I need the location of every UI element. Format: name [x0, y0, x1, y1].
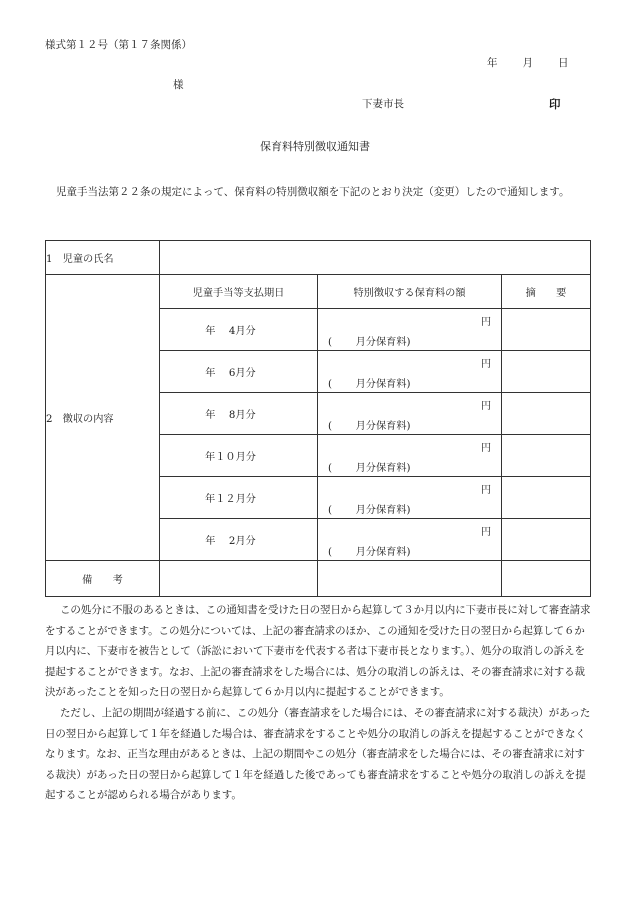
remarks-cell[interactable] — [502, 351, 591, 393]
date-day-label: 日 — [558, 57, 569, 69]
fee-month: ( 月分保育料) — [328, 463, 411, 474]
amount-cell[interactable] — [318, 435, 502, 477]
amount-cell[interactable] — [318, 351, 502, 393]
remarks-cell[interactable] — [502, 477, 591, 519]
amount-cell[interactable] — [318, 519, 502, 561]
payment-period: 年 4月分 — [160, 309, 318, 351]
yen-unit: 円 — [480, 443, 491, 454]
payment-period: 年１２月分 — [160, 477, 318, 519]
remarks-value-1[interactable] — [160, 561, 318, 597]
payment-period: 年 6月分 — [160, 351, 318, 393]
child-name-row — [46, 241, 591, 275]
header-remarks: 摘 要 — [502, 275, 591, 309]
payment-period: 年 2月分 — [160, 519, 318, 561]
form-number: 様式第１２号（第１７条関係） — [45, 39, 192, 51]
date-month-label: 月 — [522, 57, 533, 69]
remarks-cell[interactable] — [502, 393, 591, 435]
remarks-row — [46, 561, 591, 597]
appeal-paragraph-2: ただし、上記の期間が経過する前に、この処分（審査請求をした場合には、その審査請求に対する裁決）があった日の翌日から起算して１年を経過した場合は、審査請求をすることや処分の取消しの訴えを提起することができなくなります。なお、正当な理由があるときは、上記の期間やこの処分（審査請求をした場合には、その審査請求に対する裁決）があった日の翌日から起算して１年を経過した後であっても審査請求をすることや処分の取消しの訴えを提起することが認められる場合があります。 — [45, 706, 591, 802]
document-title: 保育料特別徴収通知書 — [260, 140, 370, 153]
child-name-label: 1 児童の氏名 — [46, 241, 160, 275]
date-year-label: 年 — [487, 57, 498, 69]
collection-content-label: 2 徴収の内容 — [46, 275, 160, 561]
payment-period: 年１０月分 — [160, 435, 318, 477]
child-name-value[interactable] — [160, 241, 591, 275]
yen-unit: 円 — [480, 401, 491, 412]
remarks-label: 備 考 — [46, 561, 160, 597]
date-line — [487, 56, 569, 70]
remarks-value-3[interactable] — [502, 561, 591, 597]
fee-month: ( 月分保育料) — [328, 379, 411, 390]
seal-mark: 印 — [549, 97, 561, 111]
intro-paragraph — [45, 183, 590, 202]
yen-unit: 円 — [480, 317, 491, 328]
remarks-value-2[interactable] — [318, 561, 502, 597]
appeal-notice — [45, 600, 592, 806]
amount-cell[interactable] — [318, 393, 502, 435]
yen-unit: 円 — [480, 527, 491, 538]
yen-unit: 円 — [480, 485, 491, 496]
yen-unit: 円 — [480, 359, 491, 370]
header-payment-date: 児童手当等支払期日 — [160, 275, 318, 309]
remarks-cell[interactable] — [502, 435, 591, 477]
remarks-cell[interactable] — [502, 519, 591, 561]
payment-period: 年 8月分 — [160, 393, 318, 435]
issuer-name: 下妻市長 — [362, 98, 404, 110]
addressee-suffix: 様 — [173, 79, 184, 91]
appeal-paragraph-1: この処分に不服のあるときは、この通知書を受けた日の翌日から起算して３か月以内に下妻市長に対して審査請求をすることができます。この処分については、上記の審査請求のほか、この通知を受けた日の翌日から起算して６か月以内に、下妻市を被告として（訴訟において下妻市を代表する者は下妻市長となります。）、処分の取消しの訴えを提起することができます。なお、上記の審査請求をした場合には、処分の取消しの訴えは、その審査請求に対する裁決があったことを知った日の翌日から起算して６か月以内に提起することができます。 — [45, 604, 591, 699]
collection-table — [45, 240, 591, 597]
intro-text: 児童手当法第２２条の規定によって、保育料の特別徴収額を下記のとおり決定（変更）したので通知します。 — [56, 186, 570, 198]
fee-month: ( 月分保育料) — [328, 505, 411, 516]
fee-month: ( 月分保育料) — [328, 421, 411, 432]
table-header-row — [46, 275, 591, 309]
amount-cell[interactable] — [318, 309, 502, 351]
amount-cell[interactable] — [318, 477, 502, 519]
remarks-cell[interactable] — [502, 309, 591, 351]
fee-month: ( 月分保育料) — [328, 337, 411, 348]
fee-month: ( 月分保育料) — [328, 547, 411, 558]
header-amount: 特別徴収する保育料の額 — [318, 275, 502, 309]
